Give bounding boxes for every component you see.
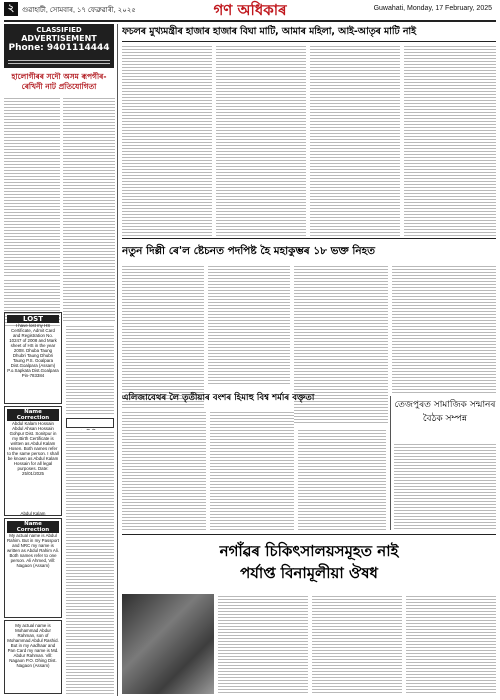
elephant-headline: এলিজাবেথৰ লৈ তৃতীয়াৰ বংশৰ হিমাহু বিশ্ব শৰ্মাৰ বক্তৃতা (122, 393, 315, 403)
left-col-article-2 (63, 96, 115, 321)
name-correction-body-2: My actual name is Abdul Rahim. But in my Passport and NRC my name is written as Abdul Rahim Ali. Both names refer to one person. Ali Ahmed, Vill: Nagaon (Assam) (7, 533, 59, 568)
hospital-photo (122, 594, 214, 694)
name-correction-body-1: Abdul Kalam Hossain Abdul Ahsan Hossain Gohpur Dist. Sonitpur in my Birth Certificate is written as Abdul Kalam Hosen. Both names refer to the same person. I shall be known as Abdul Kalam Hossain for all legal purposes. Date: 25/01/2025 (7, 421, 59, 476)
stampede-col-2 (208, 264, 290, 384)
elephant-col-2 (210, 410, 294, 530)
hospital-col-2 (312, 594, 402, 694)
page-number: ২ (4, 2, 18, 16)
logo (180, 0, 320, 20)
left-col-article (4, 96, 60, 276)
masthead (0, 0, 500, 22)
lost-body: I have lost my HS Certificate, Admit Card and Registration No. 10247 of 2008 and Mark sheet of HS in the year 2008. Dhuba Taung Dhubri Taung Dhubri Taung P.S. Goalpara Dist.Goalpara (Assam) P.o.Sapkata Dist.Goalpara Pin-783384 (7, 323, 59, 378)
tezpur-headline: তেজপুৰত সামাজিক সন্মানৰ বৈঠক সম্পন্ন (394, 400, 496, 424)
letters-label-box (66, 418, 114, 428)
lost-title: LOST (7, 315, 59, 323)
elephant-headline-box (122, 388, 386, 408)
top-headline-rule (122, 41, 496, 42)
letters-column (66, 430, 114, 694)
classified-title: CLASSIFIED (36, 26, 82, 34)
hospital-headline-box (122, 540, 496, 588)
date-left: গুৱাহাটী, সোমবাৰ, ১৭ ফেব্ৰুৱাৰী, ২০২৫ (22, 7, 136, 14)
top-story-col-3 (310, 44, 400, 236)
top-story-col-2 (216, 44, 306, 236)
masthead-rule (4, 20, 496, 22)
left-divider (117, 24, 118, 696)
lost-notice (4, 312, 62, 404)
tezpur-headline-box (394, 398, 496, 438)
name-correction-body-3: My actual name is Mohammad Abdur Rahman, son of Mohammad Abdul Rashid. But in my Aadhaar and Pan Card my name is Md. Abdur Rahman. Vill: Nagaon P.O. Dhing Dist. Nagaon (Assam) (7, 623, 59, 668)
name-correction-notice-1 (4, 406, 62, 516)
date-right: Guwahati, Monday, 17 February, 2025 (373, 5, 492, 12)
classified-phone: Phone: 9401114444 (8, 43, 110, 53)
left-col-article-4 (66, 324, 114, 414)
elephant-col-1 (122, 410, 206, 530)
stampede-col-4 (392, 264, 496, 394)
classified-note (8, 58, 110, 66)
name-correction-notice-2 (4, 518, 62, 618)
name-correction-notice-3 (4, 620, 62, 694)
logo-text: গণ অধিকাৰ (213, 1, 287, 19)
elephant-col-3 (298, 428, 386, 530)
name-correction-sign-1: Abdul Kalam (20, 511, 46, 516)
left-col-headline: হালোগীৰৰ সদৌ অসম ৰূপগীৰ-ৰেখিনী নাট প্ৰতিযোগিতা (11, 72, 107, 91)
tezpur-divider (390, 396, 391, 530)
hospital-top-rule (122, 534, 496, 535)
hospital-col-3 (406, 594, 496, 694)
stampede-headline-box (122, 240, 496, 262)
classified-subtitle: ADVERTISEMENT (21, 34, 97, 43)
classified-box (4, 24, 114, 68)
top-story-col-1 (122, 44, 212, 236)
left-col-headline-box (4, 72, 114, 94)
stampede-top-rule (122, 238, 496, 239)
stampede-headline: নতুন দিল্লী ৰে'ল ষ্টেচনত পদপিষ্ট হৈ মহাকুম্ভৰ ১৮ ভক্ত নিহত (122, 245, 375, 257)
tezpur-col (394, 442, 496, 530)
hospital-headline-line-2: পৰ্যাপ্ত বিনামূলীয়া ঔষধ (240, 564, 378, 582)
name-correction-title-1: Name Correction (7, 409, 59, 421)
top-headline: ফচলৰ মুখ্যমন্ত্ৰীৰ হাজাৰ হাজাৰ বিঘা মাটি, আমাৰ মহিলা, আই-আতৃৰ মাটি নাই (122, 26, 416, 37)
hospital-col-1 (218, 594, 308, 694)
top-headline-box (122, 24, 496, 40)
top-story-col-4 (404, 44, 496, 236)
name-correction-title-2: Name Correction (7, 521, 59, 533)
hospital-headline-line-1: নগাঁৱৰ চিকিৎসালয়সমূহত নাই (219, 542, 399, 560)
